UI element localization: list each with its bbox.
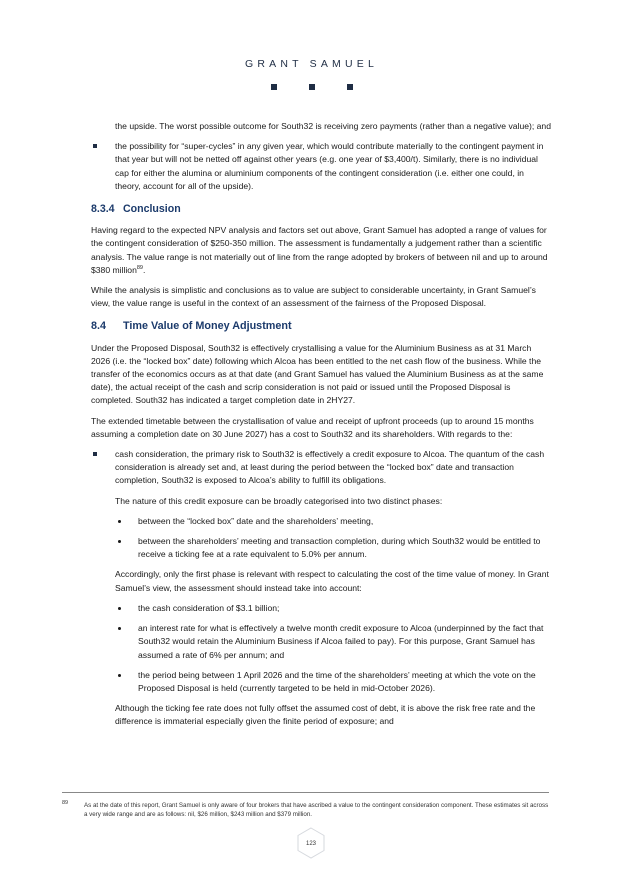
page-number: 123 bbox=[305, 841, 316, 847]
dot-bullet-item bbox=[91, 622, 551, 662]
dot-bullet-icon bbox=[118, 627, 121, 630]
section-number: 8.4 bbox=[91, 320, 107, 333]
paragraph-text: Having regard to the expected NPV analysis and factors set out above, Grant Samuel has adopted a range of values for the contingent consideration of $250-350 million. The assessment is fundamentally a judgement rather than a scientific analysis. The value range is not materially out of line from the range adopted by brokers of between nil and up to around $380 million bbox=[91, 225, 548, 275]
section-title: Time Value of Money Adjustment bbox=[123, 320, 292, 333]
bullet-text: the cash consideration of $3.1 billion; bbox=[138, 602, 280, 613]
footnote-number: 89 bbox=[62, 800, 69, 806]
bullet-text: the possibility for “super-cycles” in any given year, which would contribute materially to the contingent payment in that year but will not be netted off against other years (e.g. one year of $3,400/t). Similarly, there is no individual cap for either the alumina or aluminium components of the contingent consideration (i.e. either one could, in theory, account for all of the upside). bbox=[115, 141, 544, 191]
bullet-text: between the shareholders’ meeting and transaction completion, during which South32 would be entitled to receive a ticking fee at a rate equivalent to 5.0% per annum. bbox=[138, 536, 541, 560]
page-body bbox=[91, 120, 551, 736]
square-icon bbox=[271, 84, 277, 90]
page-header bbox=[0, 58, 623, 90]
paragraph: Under the Proposed Disposal, South32 is effectively crystallising a value for the Aluminium Business as at 31 March 2026 (i.e. the “locked box” date) following which Alcoa has been entitled to the net cash flow of the business. While the transfer of the economics occurs as at that date (and Grant Samuel has valued the Aluminium Business as at the same date), the actual receipt of the cash and scrip consideration is not paid or issued until the Proposed Disposal is completed. South32 has indicated a target completion date in 2HY27. bbox=[91, 342, 544, 406]
paragraph-indented: Although the ticking fee rate does not fully offset the assumed cost of debt, it is above the risk free rate and the difference is immaterial especially given the finite period of exposure; and bbox=[115, 703, 536, 727]
dot-bullet-item bbox=[91, 602, 551, 615]
bullet-text: an interest rate for what is effectively a twelve month credit exposure to Alcoa (underpinned by the fact that South32 would retain the Aluminium Business if Alcoa failed to pay). For this purpose, Grant Samuel has assumed a rate of 6% per annum; and bbox=[138, 623, 544, 660]
dot-bullet-icon bbox=[118, 540, 121, 543]
footnote-ref[interactable]: 89 bbox=[136, 264, 143, 271]
section-heading-8-3-4 bbox=[91, 203, 551, 216]
dot-bullet-item bbox=[91, 669, 551, 695]
bullet-text: cash consideration, the primary risk to South32 is effectively a credit exposure to Alcoa. The quantum of the cash consideration is already set and, at least during the period between the “locked box” date and transaction completion, South32 is exposed to Alcoa’s ability to fulfill its obligations. bbox=[115, 449, 545, 486]
footnote bbox=[62, 801, 549, 819]
header-squares bbox=[0, 84, 623, 90]
square-bullet-icon bbox=[93, 452, 97, 456]
bullet-item bbox=[91, 448, 551, 488]
paragraph-end: . bbox=[143, 264, 146, 275]
paragraph-indented: Accordingly, only the first phase is relevant with respect to calculating the cost of the time value of money. In Grant Samuel’s view, the assessment should instead take into account: bbox=[115, 569, 549, 593]
dot-bullet-icon bbox=[118, 674, 121, 677]
square-icon bbox=[309, 84, 315, 90]
section-number: 8.3.4 bbox=[91, 203, 115, 216]
bullet-item bbox=[91, 140, 551, 193]
footnote-divider bbox=[62, 792, 549, 793]
dot-bullet-icon bbox=[118, 520, 121, 523]
footnote-text: As at the date of this report, Grant Samuel is only aware of four brokers that have ascribed a value to the contingent consideration component. These estimates sit across a very wide range and are as follows: nil, $26 million, $243 million and $379 million. bbox=[84, 802, 549, 818]
dot-bullet-item bbox=[91, 515, 551, 528]
paragraph-indented: The nature of this credit exposure can be broadly categorised into two distinct phases: bbox=[115, 495, 443, 506]
bullet-text: the period being between 1 April 2026 and the time of the shareholders’ meeting at which the vote on the Proposed Disposal is held (currently targeted to be held in mid-October 2026). bbox=[138, 669, 536, 693]
section-heading-8-4 bbox=[91, 320, 551, 333]
brand-wordmark: GRANT SAMUEL bbox=[244, 58, 379, 70]
dot-bullet-icon bbox=[118, 607, 121, 610]
dot-bullet-item bbox=[91, 535, 551, 561]
paragraph: The extended timetable between the crystallisation of value and receipt of upfront proceeds (up to around 15 months assuming a completion date on 30 June 2027) has a cost to South32 and its shareholders. With regards to the: bbox=[91, 415, 534, 439]
page-number-badge bbox=[296, 827, 326, 859]
section-title: Conclusion bbox=[123, 203, 181, 216]
square-icon bbox=[347, 84, 353, 90]
paragraph-continuation: the upside. The worst possible outcome for South32 is receiving zero payments (rather than a negative value); and bbox=[115, 121, 551, 131]
bullet-text: between the “locked box” date and the shareholders’ meeting, bbox=[138, 515, 374, 526]
square-bullet-icon bbox=[93, 144, 97, 148]
paragraph bbox=[91, 224, 551, 277]
paragraph: While the analysis is simplistic and conclusions as to value are subject to considerable uncertainty, in Grant Samuel’s view, the value range is useful in the context of an assessment of the fairness of the Proposed Disposal. bbox=[91, 285, 536, 309]
